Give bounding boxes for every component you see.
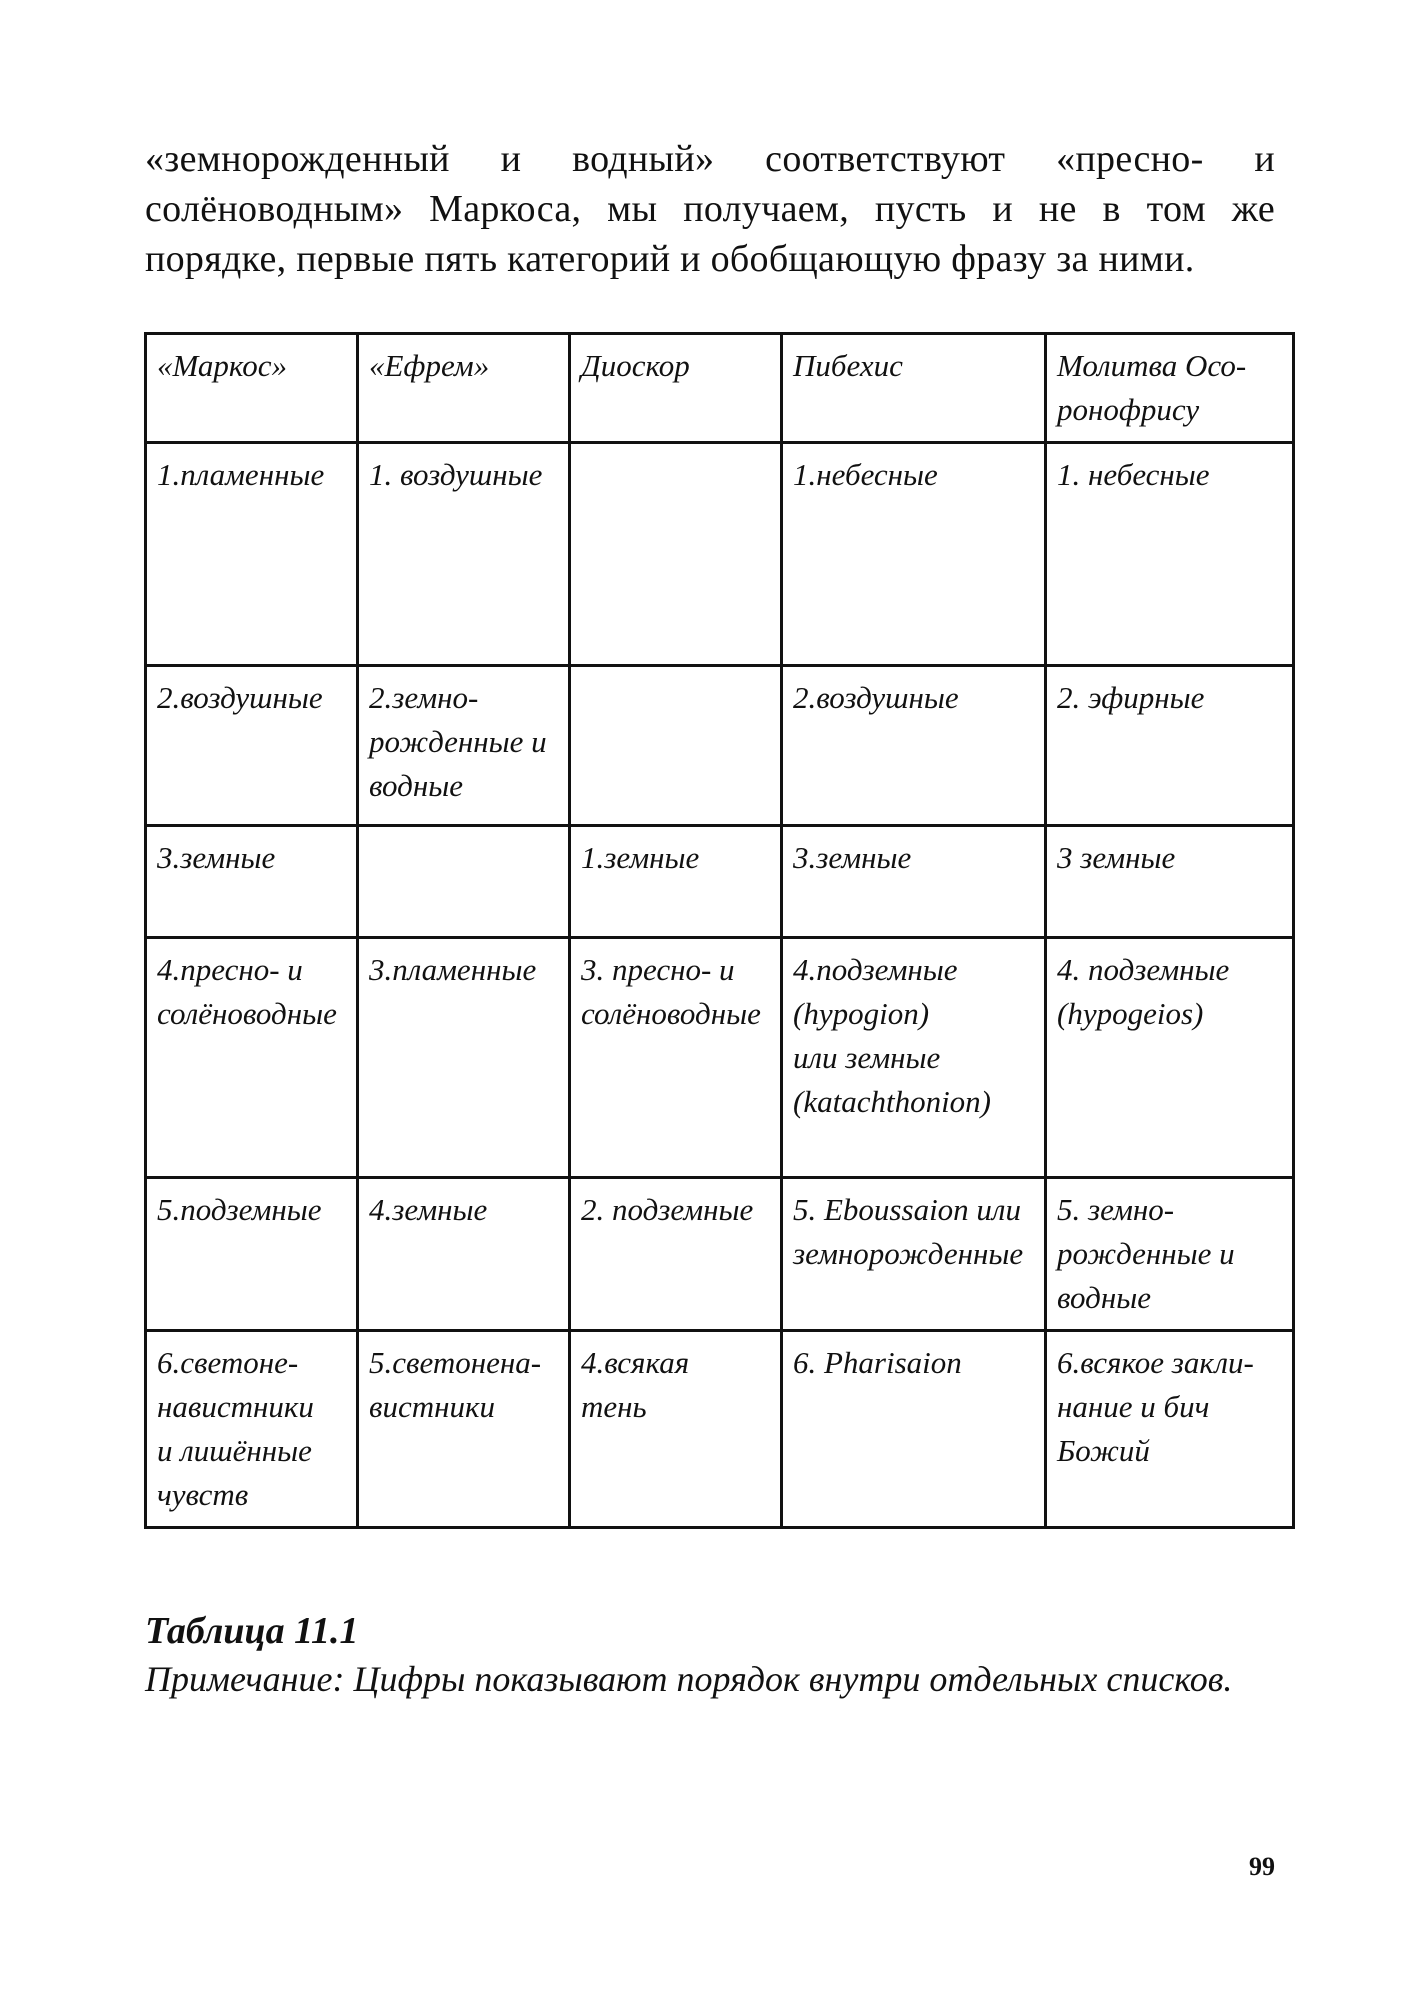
table-cell: 4.земные (358, 1178, 570, 1331)
table-note: Примечание: Цифры показывают порядок внутри отдельных списков. (145, 1659, 1233, 1699)
table-cell: 4. подземные (hypogeios) (1046, 938, 1294, 1178)
table-cell: 3.земные (782, 826, 1046, 938)
table-cell: 2. эфирные (1046, 666, 1294, 826)
table-cell: 3. пресно- и солёноводные (570, 938, 782, 1178)
table-cell: 6.всякое закли- нание и бич Божий (1046, 1331, 1294, 1528)
table-cell: 4.всякая тень (570, 1331, 782, 1528)
intro-paragraph: «земнорожденный и водный» соответствуют «пресно- и солёноводным» Маркоса, мы получаем, пусть и не в том же порядке, первые пять категорий и обобщающую фразу за ними. (145, 138, 1275, 280)
table-row (146, 443, 1294, 666)
table-row (146, 938, 1294, 1178)
table-header-row (146, 334, 1294, 443)
table-cell: 4.пресно- и солёноводные (146, 938, 358, 1178)
table-caption (145, 1607, 1285, 1703)
table-cell: 5. Eboussaion или земнорожденные (782, 1178, 1046, 1331)
table-cell: 2. подземные (570, 1178, 782, 1331)
table-cell: 1. небесные (1046, 443, 1294, 666)
table-cell: 2.воздушные (146, 666, 358, 826)
table-cell: 6. Pharisaion (782, 1331, 1046, 1528)
table-row (146, 1178, 1294, 1331)
table-cell: 2.земно- рожденные и водные (358, 666, 570, 826)
table-cell (570, 443, 782, 666)
comparison-table (144, 332, 1295, 1529)
page-number: 99 (1249, 1852, 1275, 1881)
table-row (146, 666, 1294, 826)
table-cell: 1.пламенные (146, 443, 358, 666)
table-row (146, 1331, 1294, 1528)
table-cell: 3.земные (146, 826, 358, 938)
table-row (146, 826, 1294, 938)
table-cell: 1.небесные (782, 443, 1046, 666)
table-cell: 5.подземные (146, 1178, 358, 1331)
table-cell: 6.светоне- навистники и лишённые чувств (146, 1331, 358, 1528)
table-cell: 5. земно- рожденные и водные (1046, 1178, 1294, 1331)
header-efrem: «Ефрем» (358, 334, 570, 443)
header-dioskor: Диоскор (570, 334, 782, 443)
table-cell: 1. воздушные (358, 443, 570, 666)
table-cell: 1.земные (570, 826, 782, 938)
header-pibekhis: Пибехис (782, 334, 1046, 443)
table-cell: 2.воздушные (782, 666, 1046, 826)
table-cell: 3 земные (1046, 826, 1294, 938)
table-cell (358, 826, 570, 938)
table-cell: 5.светонена- вистники (358, 1331, 570, 1528)
header-prayer: Молитва Осо- ронофрису (1046, 334, 1294, 443)
table-cell: 4.подземные (hypogion) или земные (katachthonion) (782, 938, 1046, 1178)
table-cell (570, 666, 782, 826)
table-cell: 3.пламенные (358, 938, 570, 1178)
header-markos: «Маркос» (146, 334, 358, 443)
table-label: Таблица 11.1 (145, 1610, 359, 1652)
